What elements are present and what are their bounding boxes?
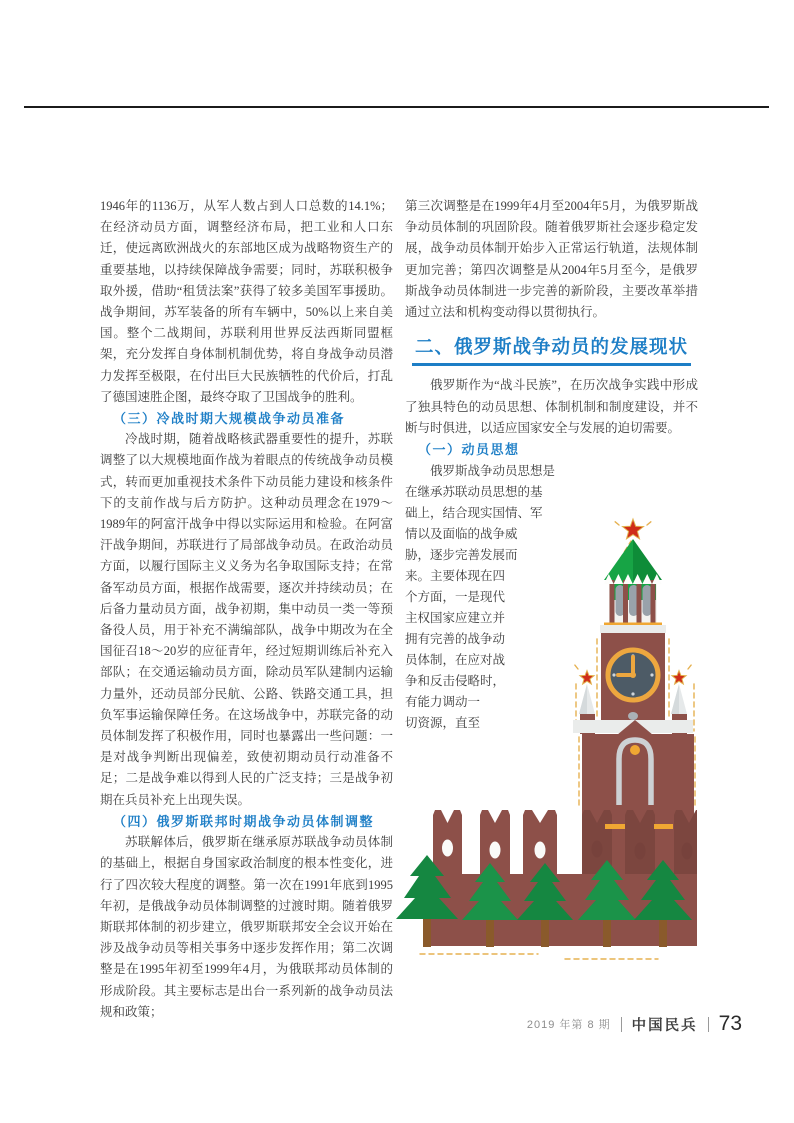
spire-right [633, 539, 662, 580]
paragraph-ww2-mobilization: 1946年的1136万，从军人数占到人口总数的14.1%；在经济动员方面，调整经济布局，把工业和人口东迁，使远离欧洲战火的东部地区成为战略物资生产的重要基地，以持续保障战争需要；同时，苏联积极争取外援，借助“租赁法案”获得了较多美国军事援助。战争期间，苏军装备的所有车辆中，50%以上来自美国。整个二战期间，苏联利用世界反法西斯同盟框架，充分发挥自身体制机制优势，将自身战争动员潜力发挥至极限，在付出巨大民族牺牲的代价后，打乱了德国速胜企图，最终夺取了卫国战争的胜利。 [100, 199, 393, 404]
wrapped-line: 情以及面临的战争威 [405, 527, 518, 542]
wrapped-line: 有能力调动一 [405, 695, 481, 710]
magazine-name: 中国民兵 [631, 1017, 698, 1034]
top-rule [24, 106, 769, 108]
paragraph-russian-federation: 苏联解体后，俄罗斯在继承原苏联战争动员体制的基础上，根据自身国家政治制度的根本性变化，进行了四次较大程度的调整。第一次在1991年底到1995年初，是俄战争动员体制调整的过渡时期。随着俄罗斯联邦体制的初步建立，俄罗斯联邦安全会议开始在涉及战争动员等相关事务中逐步发挥作用；第二次调整是在1995年初至1999年4月，为俄联邦动员体制的形成阶段。其主要标志是出台一系列新的战争动员法规和政策； [100, 835, 393, 1019]
turret-star-right [672, 671, 686, 685]
kremlin-wall-merlons [433, 810, 557, 877]
wrapped-line: 在继承苏联动员思想的基 [405, 485, 543, 500]
paragraph-adjustments: 第三次调整是在1999年4月至2004年5月，为俄罗斯战争动员体制的巩固阶段。随着俄罗斯社会逐步稳定发展，战争动员体制开始步入正常运行轨道，法规体制更加完善；第四次调整是从2004年5月至今，是俄罗斯战争动员体制进一步完善的新阶段，主要改革举措通过立法和机构变动得以贯彻执行。 [405, 199, 698, 320]
subheading-cold-war: （三）冷战时期大规模战争动员准备 [113, 411, 346, 427]
spire-left [604, 539, 633, 580]
top-star [623, 519, 644, 539]
wrapped-line: 础上，结合现实国情、军 [405, 506, 543, 521]
paragraph-fighting-nation: 俄罗斯作为“战斗民族”，在历次战争实践中形成了独具特色的动员思想、体制机制和制度建设，并不断与时俱进，以适应国家安全与发展的迫切需要。 [405, 378, 698, 435]
wrapped-line: 来。主要体现在四 [405, 569, 506, 584]
paragraph-cold-war: 冷战时期，随着战略核武器重要性的提升，苏联调整了以大规模地面作战为着眼点的传统战争动员模式，转而更加重视技术条件下动员能力建设和核条件下的支前作战与后方防护。这种动员理念在1979～1989年的阿富汗战争中得以实际运用和检验。在阿富汗战争期间，苏联进行了局部战争动员。在政治动员方面，以履行国际主义义务为名争取国际支持；在常备军动员方面，根据作战需要，逐次并持续动员；在后备力量动员方面，战争初期，集中动员一类一等预备役人员，用于补充不满编部队，战争中期改为在全国征召18～20岁的应征青年，经过短期训练后补充入部队；在交通运输动员方面，除动员军队建制内运输力量外，还动员部分民航、公路、铁路交通工具，担负军事运输保障任务。在这场战争中，苏联完备的动员体制发挥了积极作用，同时也暴露出一些问题：一是对战争判断出现偏差，致使初期动员行动准备不足；二是战争难以得到人民的广泛支持；三是战争初期在兵员补充上出现失误。 [100, 432, 393, 807]
wrapped-line: 主权国家应建立并 [405, 611, 506, 626]
section-title-wrap [405, 336, 698, 366]
gold-dash-right [654, 824, 673, 829]
tower-cornice [600, 625, 666, 633]
wrapped-line: 切资源，直至 [405, 716, 481, 731]
footer-divider [708, 1017, 709, 1032]
wrapped-line: 争和反击侵略时， [405, 674, 506, 689]
turret-star-left [580, 671, 594, 685]
gate-gold-dot [630, 745, 640, 755]
left-column [100, 196, 393, 1023]
page-number: 73 [718, 1012, 742, 1035]
subheading-mobilization-thought: （一）动员思想 [418, 442, 520, 458]
subheading-russian-federation: （四）俄罗斯联邦时期战争动员体制调整 [113, 813, 375, 829]
wrapped-line: 胁，逐步完善发展而 [405, 548, 518, 563]
gold-dash-left [605, 824, 625, 829]
footer-divider [621, 1017, 622, 1032]
section-title: 二、俄罗斯战争动员的发展现状 [412, 336, 691, 366]
wrapped-line: 拥有完善的战争动 [405, 632, 506, 647]
main-tower [600, 519, 666, 720]
wrapped-line: 俄罗斯战争动员思想是 [430, 464, 556, 479]
page-footer [527, 1012, 742, 1036]
wrapped-line: 个方面，一是现代 [405, 590, 506, 605]
issue-label: 2019 年第 8 期 [526, 1019, 611, 1031]
wrapped-line: 员体制，在应对战 [405, 653, 506, 668]
kremlin-tower-illustration [390, 517, 710, 987]
